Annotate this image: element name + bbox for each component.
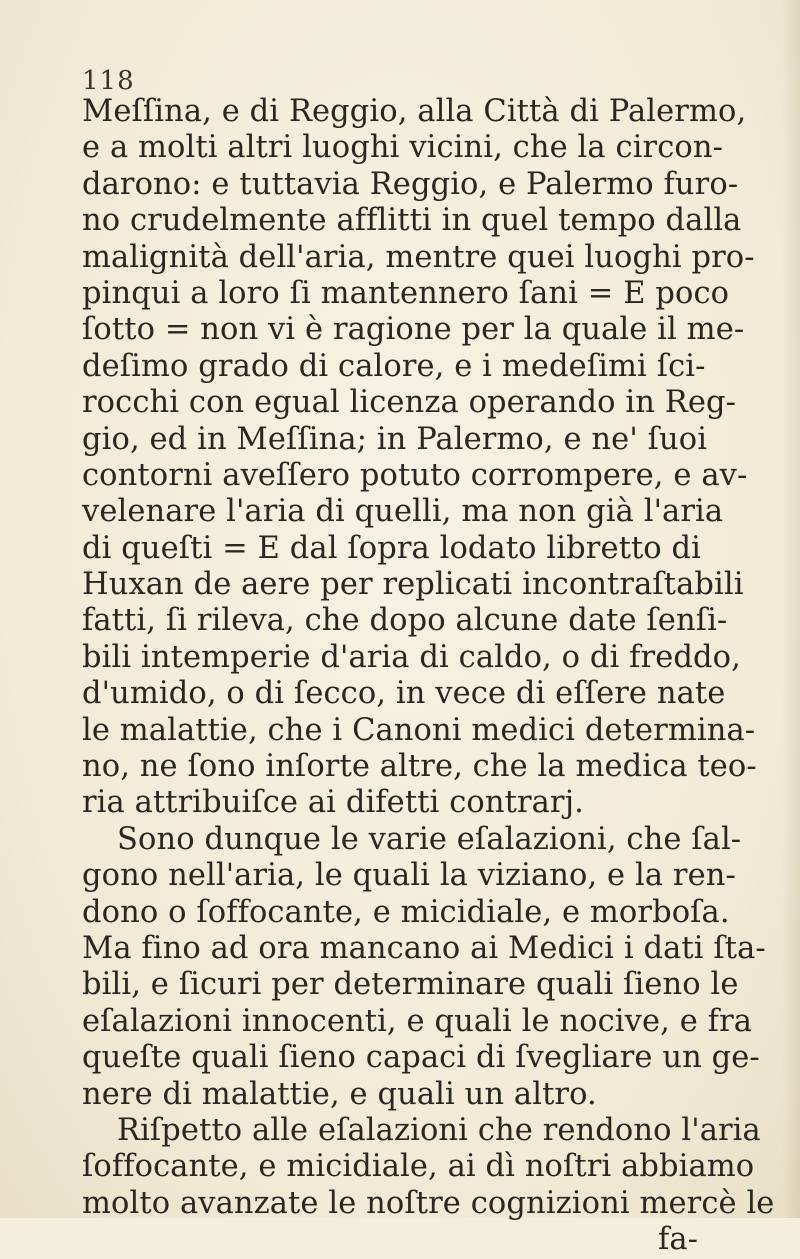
text-line: pinqui a loro ſi mantennero ſani = E poco: [82, 275, 730, 311]
text-line: Ma fino ad ora mancano ai Medici i dati ſta-: [82, 930, 766, 966]
text-line: eſalazioni innocenti, e quali le nocive, e fra: [82, 1003, 753, 1039]
text-line: nere di malattie, e quali un altro.: [82, 1076, 597, 1112]
page-number: 118: [82, 66, 135, 96]
text-line: no crudelmente afflitti in quel tempo dalla: [82, 203, 742, 239]
body-text: [82, 94, 782, 1259]
text-line: ſotto = non vi è ragione per la quale il me-: [82, 312, 745, 348]
text-line: bili, e ſicuri per determinare quali ſieno le: [82, 967, 739, 1003]
text-line: queſte quali ſieno capaci di ſvegliare un ge-: [82, 1040, 760, 1076]
text-line: Riſpetto alle eſalazioni che rendono l'aria: [117, 1112, 761, 1148]
text-line: no, ne ſono inſorte altre, che la medica teo-: [82, 749, 757, 785]
text-line: rocchi con egual licenza operando in Reg-: [82, 385, 737, 421]
text-line: gono nell'aria, le quali la viziano, e la ren-: [82, 858, 736, 894]
text-line: malignità dell'aria, mentre quei luoghi pro-: [82, 239, 755, 275]
page-edge-shadow: [782, 0, 800, 1218]
text-line: dono o ſoffocante, e micidiale, e morboſa.: [82, 894, 730, 930]
text-line: ſoffocante, e micidiale, ai dì noſtri abbiamo: [82, 1149, 755, 1185]
text-line: fatti, ſi rileva, che dopo alcune date ſenſi-: [82, 603, 728, 639]
text-line: molto avanzate le noſtre cognizioni mercè le: [82, 1185, 775, 1221]
text-line: Meſſina, e di Reggio, alla Città di Palermo,: [82, 94, 747, 129]
text-line: bili intemperie d'aria di caldo, o di freddo,: [82, 639, 741, 675]
text-line: darono: e tuttavia Reggio, e Palermo furo-: [82, 166, 739, 202]
text-line: ria attribuiſce ai difetti contrarj.: [82, 785, 584, 821]
catchword: fa-: [658, 1222, 699, 1258]
text-line: deſimo grado di calore, e i medeſimi ſci-: [82, 348, 706, 384]
text-line: Huxan de aere per replicati incontraſtabili: [82, 567, 744, 603]
text-line: Sono dunque le varie eſalazioni, che ſal-: [117, 821, 742, 857]
text-line: gio, ed in Meſſina; in Palermo, e ne' ſuoi: [82, 421, 708, 457]
text-line: contorni aveſſero potuto corrompere, e av-: [82, 457, 748, 493]
text-line: d'umido, o di ſecco, in vece di eſſere nate: [82, 676, 726, 712]
text-line: di queſti = E dal ſopra lodato libretto di: [82, 530, 702, 566]
text-line: velenare l'aria di quelli, ma non già l'aria: [82, 494, 724, 530]
text-line: le malattie, che i Canoni medici determina-: [82, 712, 756, 748]
text-line: e a molti altri luoghi vicini, che la circon-: [82, 130, 723, 166]
